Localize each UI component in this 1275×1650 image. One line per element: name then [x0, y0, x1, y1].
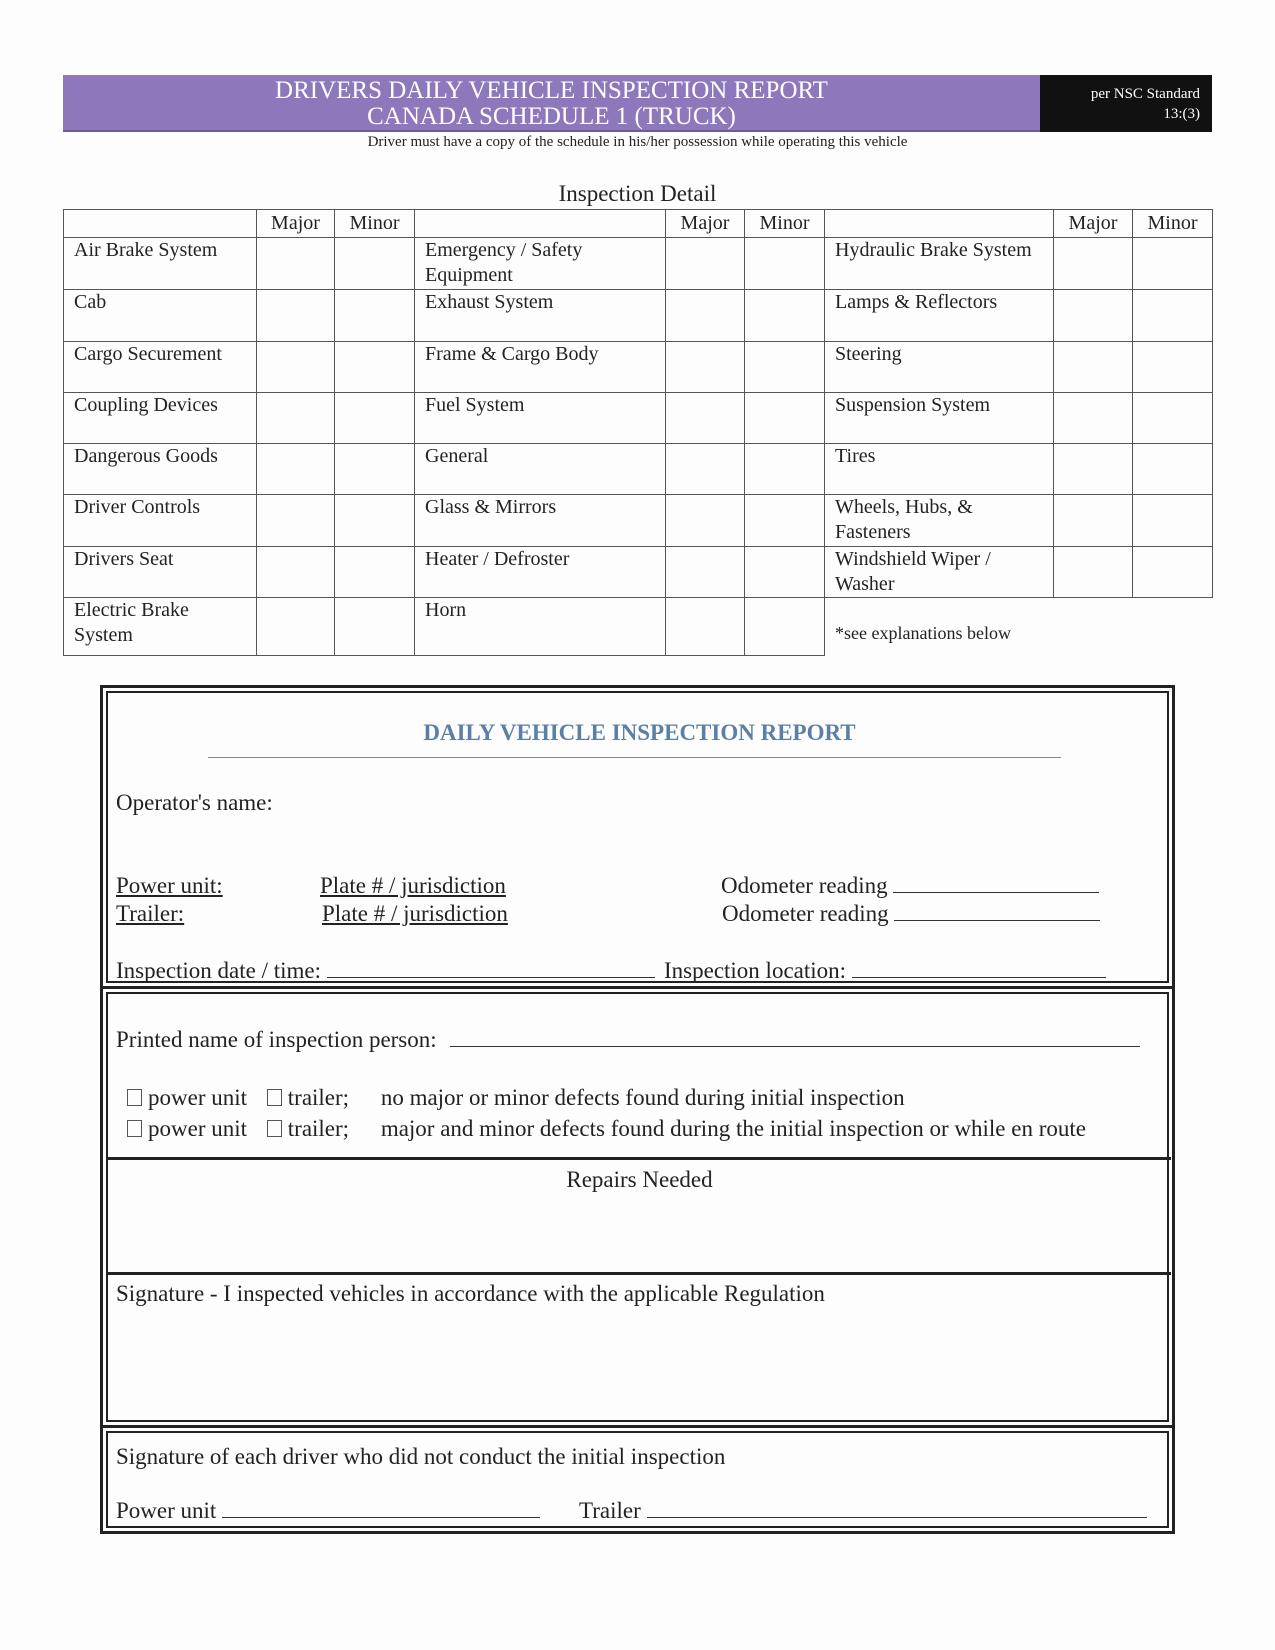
- section-divider: [108, 1272, 1171, 1275]
- major-cell[interactable]: [257, 495, 335, 547]
- power-unit-signature-label: Power unit: [116, 1498, 217, 1523]
- minor-cell[interactable]: [1133, 342, 1213, 393]
- trailer-odometer-field[interactable]: [894, 920, 1100, 921]
- major-cell[interactable]: [666, 444, 745, 495]
- trailer-option: trailer;: [287, 1085, 350, 1110]
- report-subtitle-schedule: CANADA SCHEDULE 1 (TRUCK): [367, 103, 736, 130]
- printed-name-field[interactable]: [450, 1046, 1140, 1047]
- table-row: [64, 495, 1213, 547]
- major-cell[interactable]: [1054, 393, 1133, 444]
- major-cell[interactable]: [1054, 547, 1133, 598]
- standard-label: per NSC Standard: [1090, 86, 1200, 102]
- header-major: Major: [666, 210, 745, 238]
- header-major: Major: [257, 210, 335, 238]
- minor-cell[interactable]: [745, 290, 825, 342]
- major-cell[interactable]: [666, 290, 745, 342]
- signature-statement: Signature - I inspected vehicles in accordance with the applicable Regulation: [116, 1281, 825, 1306]
- minor-cell[interactable]: [335, 393, 415, 444]
- inspection-detail-title: Inspection Detail: [558, 181, 717, 206]
- major-cell[interactable]: [666, 547, 745, 598]
- table-row: [64, 547, 1213, 598]
- item-label: Air Brake System: [64, 238, 257, 290]
- header-blank: [64, 210, 257, 238]
- item-label: Lamps & Reflectors: [825, 290, 1054, 342]
- power-unit-option: power unit: [148, 1116, 248, 1141]
- major-cell[interactable]: [666, 598, 745, 656]
- item-label: Driver Controls: [64, 495, 257, 547]
- table-row: [64, 393, 1213, 444]
- signature-field[interactable]: [108, 1314, 1171, 1414]
- item-label: Horn: [415, 598, 666, 656]
- item-label: Frame & Cargo Body: [415, 342, 666, 393]
- major-cell[interactable]: [1054, 495, 1133, 547]
- trailer-odometer-label: Odometer reading: [722, 901, 889, 926]
- inspection-location-field[interactable]: [852, 977, 1106, 978]
- major-cell[interactable]: [257, 598, 335, 656]
- major-cell[interactable]: [666, 342, 745, 393]
- minor-cell[interactable]: [335, 495, 415, 547]
- item-label: Steering: [825, 342, 1054, 393]
- report-title: DRIVERS DAILY VEHICLE INSPECTION REPORT: [275, 77, 828, 104]
- item-label: Coupling Devices: [64, 393, 257, 444]
- minor-cell[interactable]: [1133, 547, 1213, 598]
- other-driver-label: Signature of each driver who did not conduct the initial inspection: [116, 1444, 726, 1469]
- item-label: Exhaust System: [415, 290, 666, 342]
- header-blank: [415, 210, 666, 238]
- power-unit-label: Power unit:: [116, 873, 223, 898]
- repairs-needed-label: Repairs Needed: [566, 1167, 713, 1192]
- minor-cell[interactable]: [745, 444, 825, 495]
- power-odometer-label: Odometer reading: [721, 873, 888, 898]
- major-cell[interactable]: [257, 290, 335, 342]
- trailer-signature: [579, 1498, 1147, 1524]
- inspection-date-field[interactable]: [327, 977, 655, 978]
- major-cell[interactable]: [666, 393, 745, 444]
- header-minor: Minor: [1133, 210, 1213, 238]
- power-unit-option: power unit: [148, 1085, 248, 1110]
- table-row: [64, 290, 1213, 342]
- printed-name-label: Printed name of inspection person:: [116, 1027, 437, 1052]
- item-label: Drivers Seat: [64, 547, 257, 598]
- item-label: Wheels, Hubs, & Fasteners: [825, 495, 1054, 547]
- minor-cell[interactable]: [745, 342, 825, 393]
- major-cell[interactable]: [1054, 444, 1133, 495]
- power-unit-signature-field[interactable]: [222, 1517, 540, 1518]
- table-row: [64, 444, 1213, 495]
- other-driver-box: [100, 1425, 1175, 1534]
- minor-cell[interactable]: [335, 342, 415, 393]
- header-major: Major: [1054, 210, 1133, 238]
- item-label: Emergency / Safety Equipment: [415, 238, 666, 290]
- operator-name-label: Operator's name:: [116, 790, 273, 815]
- defects-row: [127, 1116, 1086, 1142]
- minor-cell[interactable]: [1133, 495, 1213, 547]
- standard-panel: [1040, 75, 1212, 132]
- minor-cell[interactable]: [1133, 290, 1213, 342]
- power-unit-signature: [116, 1498, 540, 1524]
- minor-cell[interactable]: [335, 444, 415, 495]
- no-defects-row: [127, 1085, 905, 1111]
- header-minor: Minor: [335, 210, 415, 238]
- no-defects-text: no major or minor defects found during initial inspection: [380, 1085, 905, 1110]
- major-cell[interactable]: [257, 444, 335, 495]
- minor-cell[interactable]: [745, 598, 825, 656]
- inspection-detail-table: [63, 209, 1213, 656]
- item-label: Heater / Defroster: [415, 547, 666, 598]
- printed-name: [116, 1027, 1140, 1053]
- major-cell[interactable]: [257, 547, 335, 598]
- trailer-option: trailer;: [287, 1116, 350, 1141]
- title-rule: [208, 757, 1061, 758]
- item-label: Suspension System: [825, 393, 1054, 444]
- item-label: Cab: [64, 290, 257, 342]
- table-row: [64, 598, 1213, 656]
- inspection-location: [664, 958, 1106, 984]
- minor-cell[interactable]: [745, 547, 825, 598]
- table-row: [64, 342, 1213, 393]
- minor-cell[interactable]: [335, 598, 415, 656]
- power-odometer-field[interactable]: [893, 892, 1099, 893]
- minor-cell[interactable]: [1133, 238, 1213, 290]
- header-blank: [825, 210, 1054, 238]
- power-unit-checkbox[interactable]: [127, 1120, 142, 1137]
- major-cell[interactable]: [257, 238, 335, 290]
- minor-cell[interactable]: [745, 495, 825, 547]
- trailer-plate-label: Plate # / jurisdiction: [322, 901, 508, 926]
- standard-number: 13:(3): [1163, 106, 1200, 122]
- inspection-date-label: Inspection date / time:: [116, 958, 322, 983]
- minor-cell[interactable]: [1133, 444, 1213, 495]
- major-cell[interactable]: [1054, 238, 1133, 290]
- power-odometer: [721, 873, 1099, 899]
- report-header-box: [100, 685, 1175, 989]
- minor-cell[interactable]: [1133, 393, 1213, 444]
- major-cell[interactable]: [257, 342, 335, 393]
- trailer-checkbox[interactable]: [267, 1120, 282, 1137]
- major-cell[interactable]: [666, 238, 745, 290]
- major-cell[interactable]: [257, 393, 335, 444]
- item-label: Electric Brake System: [64, 598, 257, 656]
- trailer-odometer: [722, 901, 1100, 927]
- inspection-person-inner: [106, 992, 1169, 1422]
- inspection-location-label: Inspection location:: [664, 958, 847, 983]
- major-cell[interactable]: [1054, 342, 1133, 393]
- trailer-checkbox[interactable]: [267, 1089, 282, 1106]
- daily-report-title: DAILY VEHICLE INSPECTION REPORT: [423, 720, 856, 745]
- table-row: [64, 238, 1213, 290]
- table-header-row: [64, 210, 1213, 238]
- minor-cell[interactable]: [335, 547, 415, 598]
- item-label: Dangerous Goods: [64, 444, 257, 495]
- report-header-inner: [106, 691, 1169, 983]
- inspection-person-box: [100, 986, 1175, 1428]
- item-label: Windshield Wiper / Washer: [825, 547, 1054, 598]
- item-label: Cargo Securement: [64, 342, 257, 393]
- item-label: General: [415, 444, 666, 495]
- major-cell[interactable]: [1054, 290, 1133, 342]
- major-cell[interactable]: [666, 495, 745, 547]
- power-unit-checkbox[interactable]: [127, 1089, 142, 1106]
- trailer-signature-label: Trailer: [579, 1498, 641, 1523]
- power-plate-label: Plate # / jurisdiction: [320, 873, 506, 898]
- item-label: Hydraulic Brake System: [825, 238, 1054, 290]
- item-label: Fuel System: [415, 393, 666, 444]
- header-banner: [63, 75, 1212, 132]
- minor-cell[interactable]: [745, 238, 825, 290]
- trailer-signature-field[interactable]: [647, 1517, 1147, 1518]
- header-minor: Minor: [745, 210, 825, 238]
- minor-cell[interactable]: [745, 393, 825, 444]
- possession-note: Driver must have a copy of the schedule in his/her possession while operating this vehicle: [367, 134, 908, 150]
- item-label: Tires: [825, 444, 1054, 495]
- minor-cell[interactable]: [335, 238, 415, 290]
- inspection-date: [116, 958, 655, 984]
- repairs-needed-field[interactable]: [108, 1198, 1171, 1268]
- item-label: Glass & Mirrors: [415, 495, 666, 547]
- section-divider: [108, 1157, 1171, 1160]
- other-driver-inner: [106, 1431, 1169, 1528]
- defects-text: major and minor defects found during the initial inspection or while en route: [380, 1116, 1086, 1141]
- explanation-note: *see explanations below: [825, 598, 1213, 656]
- title-panel: [63, 75, 1040, 132]
- minor-cell[interactable]: [335, 290, 415, 342]
- trailer-label: Trailer:: [116, 901, 185, 926]
